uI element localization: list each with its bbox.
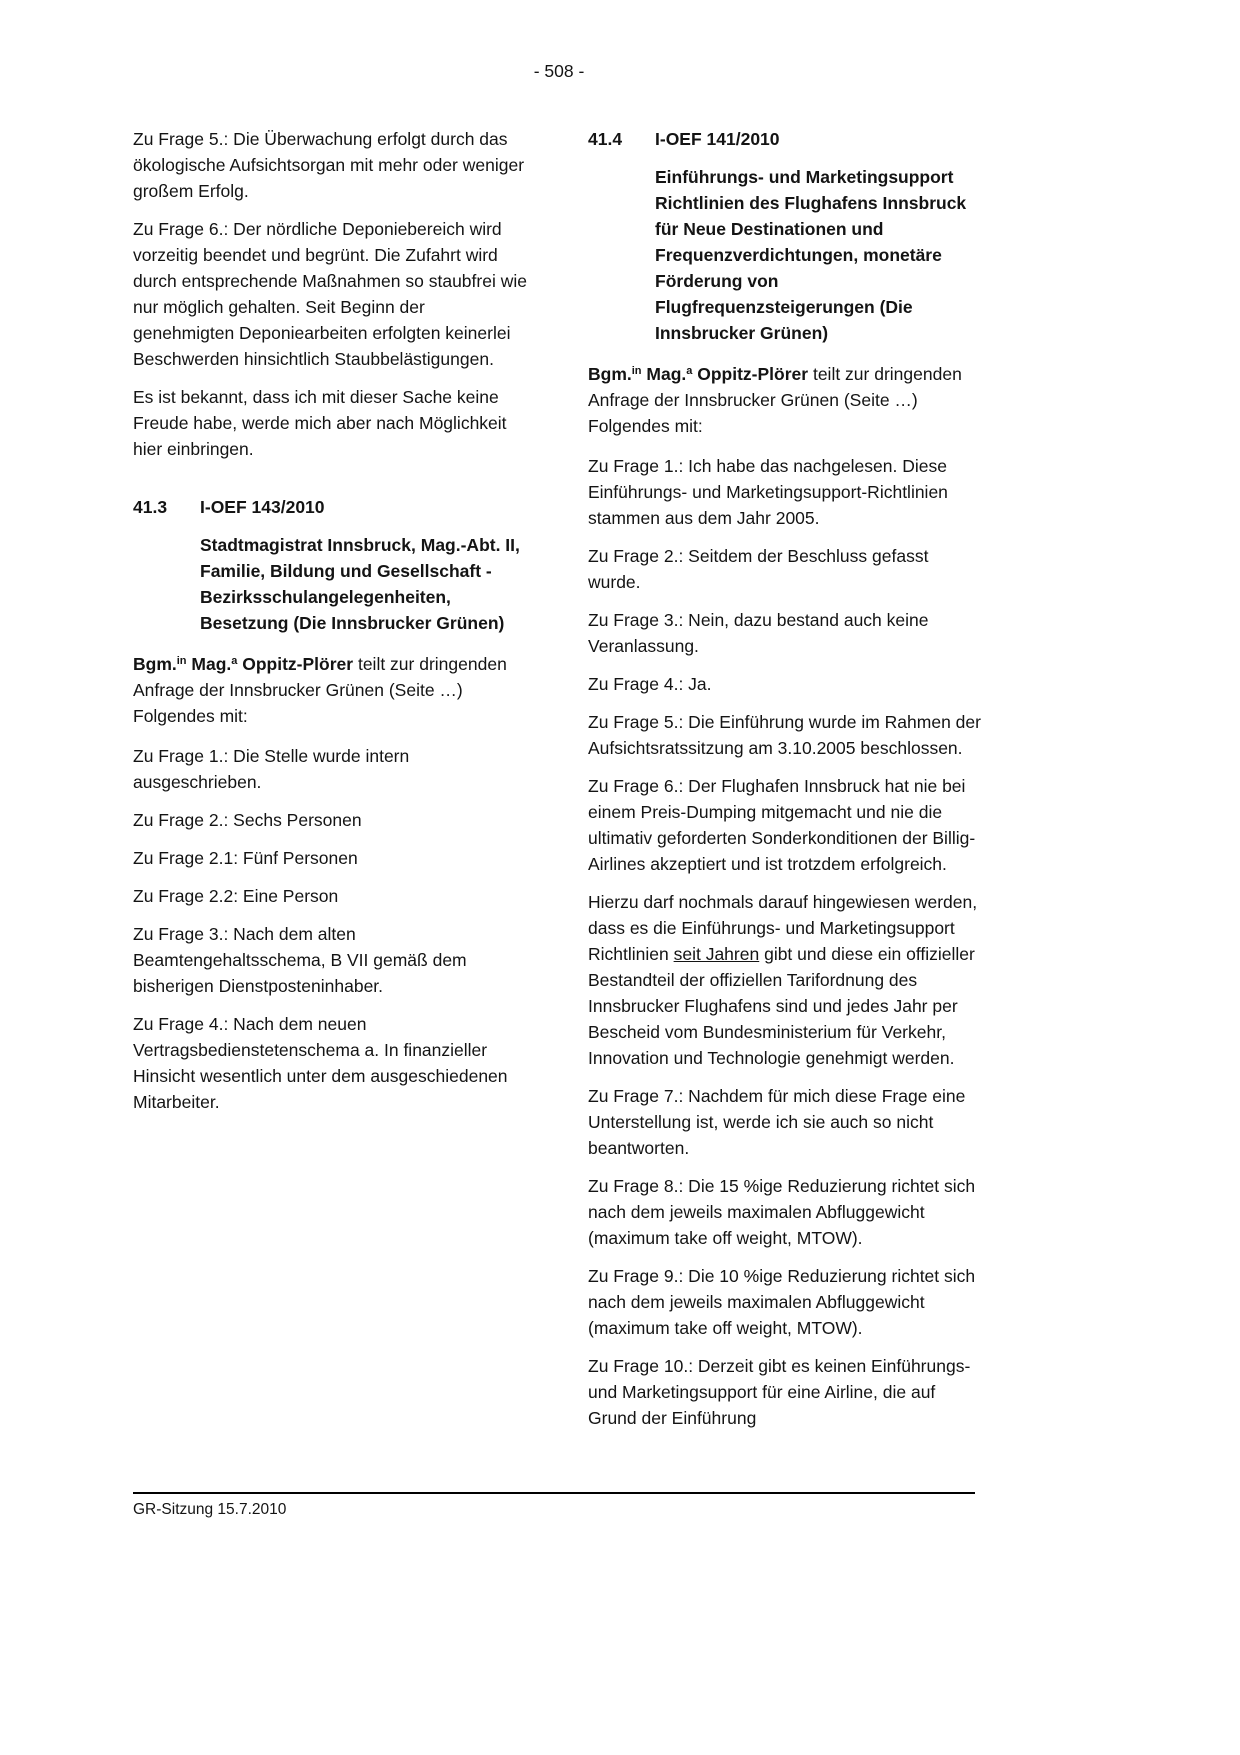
section-heading — [588, 126, 985, 152]
section-code: I-OEF 143/2010 — [200, 497, 325, 517]
answer-paragraph: Zu Frage 5.: Die Einführung wurde im Rahmen der Aufsichtsratssitzung am 3.10.2005 beschlossen. — [588, 712, 981, 758]
section-code: I-OEF 141/2010 — [655, 129, 780, 149]
answer-paragraph: Zu Frage 2.: Sechs Personen — [133, 810, 362, 830]
answer-paragraph: Zu Frage 8.: Die 15 %ige Reduzierung richtet sich nach dem jeweils maximalen Abfluggewicht (maximum take off weight, MTOW). — [588, 1176, 976, 1248]
speaker-paragraph — [133, 651, 530, 729]
answer-paragraph: Zu Frage 4.: Nach dem neuen Vertragsbedienstetenschema a. In finanzieller Hinsicht wesentlich unter dem ausgeschiedenen Mitarbeiter. — [133, 1014, 508, 1112]
answer-paragraph: Zu Frage 3.: Nach dem alten Beamtengehaltsschema, B VII gemäß dem bisherigen Dienstposteninhaber. — [133, 924, 467, 996]
section-number: 41.3 — [133, 497, 168, 517]
right-column — [588, 126, 985, 1443]
note-paragraph: Hierzu darf nochmals darauf hingewiesen werden, dass es die Einführungs- und Marketingsupport Richtlinien seit Jahren gibt und diese ein offizieller Bestandteil der offiziellen Tarifordnung des Innsbrucker Flughafens sind und jedes Jahr per Bescheid vom Bundesministerium für Verkehr, Innovation und Technologie genehmigt werden. — [588, 892, 978, 1068]
answer-paragraph: Zu Frage 4.: Ja. — [588, 674, 712, 694]
section-title: Einführungs- und Marketingsupport Richtlinien des Flughafens Innsbruck für Neue Destinationen und Frequenzverdichtungen, monetäre Förderung von Flugfrequenzsteigerungen (Die Innsbrucker Grünen) — [655, 167, 967, 343]
speaker-rest: teilt zur dringenden Anfrage der Innsbrucker Grünen (Seite …) Folgendes mit: — [133, 654, 507, 726]
answer-paragraph: Zu Frage 2.1: Fünf Personen — [133, 848, 358, 868]
intro-paragraph: Es ist bekannt, dass ich mit dieser Sache keine Freude habe, werde mich aber nach Möglichkeit hier einbringen. — [133, 387, 507, 459]
answer-paragraph: Zu Frage 1.: Die Stelle wurde intern ausgeschrieben. — [133, 746, 410, 792]
answer-paragraph: Zu Frage 7.: Nachdem für mich diese Frage eine Unterstellung ist, werde ich sie auch so nicht beantworten. — [588, 1086, 966, 1158]
two-column-layout — [133, 126, 985, 1443]
answer-paragraph: Zu Frage 1.: Ich habe das nachgelesen. Diese Einführungs- und Marketingsupport-Richtlinien stammen aus dem Jahr 2005. — [588, 456, 948, 528]
superscript: a — [231, 655, 238, 667]
answer-paragraph: Zu Frage 6.: Der Flughafen Innsbruck hat nie bei einem Preis-Dumping mitgemacht und nie die ultimativ geforderten Sonderkonditionen der Billig-Airlines akzeptiert und ist trotzdem erfolgreich. — [588, 776, 976, 874]
underlined-text: seit Jahren — [673, 944, 760, 964]
superscript: a — [686, 365, 693, 377]
footer-rule — [133, 1492, 975, 1494]
section-heading — [133, 494, 530, 520]
answer-paragraph: Zu Frage 10.: Derzeit gibt es keinen Einführungs- und Marketingsupport für eine Airline, die auf Grund der Einführung — [588, 1356, 971, 1428]
answer-paragraph: Zu Frage 2.: Seitdem der Beschluss gefasst wurde. — [588, 546, 929, 592]
answer-paragraph: Zu Frage 3.: Nein, dazu bestand auch keine Veranlassung. — [588, 610, 929, 656]
intro-paragraph: Zu Frage 5.: Die Überwachung erfolgt durch das ökologische Aufsichtsorgan mit mehr oder weniger großem Erfolg. — [133, 129, 525, 201]
answer-paragraph: Zu Frage 9.: Die 10 %ige Reduzierung richtet sich nach dem jeweils maximalen Abfluggewicht (maximum take off weight, MTOW). — [588, 1266, 976, 1338]
answer-paragraph: Zu Frage 2.2: Eine Person — [133, 886, 339, 906]
page-footer — [133, 1492, 975, 1521]
page-number: - 508 - — [533, 61, 585, 81]
intro-paragraph: Zu Frage 6.: Der nördliche Deponiebereich wird vorzeitig beendet und begrünt. Die Zufahrt wird durch entsprechende Maßnahmen so staubfrei wie nur möglich gehalten. Seit Beginn der genehmigten Deponiearbeiten erfolgten keinerlei Beschwerden hinsichtlich Staubbelästigungen. — [133, 219, 527, 369]
section-title: Stadtmagistrat Innsbruck, Mag.-Abt. II, Familie, Bildung und Gesellschaft - Bezirksschulangelegenheiten, Besetzung (Die Innsbrucker Grünen) — [200, 535, 520, 633]
speaker-paragraph — [588, 361, 985, 439]
footer-text: GR-Sitzung 15.7.2010 — [133, 1501, 287, 1518]
speaker-rest: teilt zur dringenden Anfrage der Innsbrucker Grünen (Seite …) Folgendes mit: — [588, 364, 962, 436]
speaker-name: Bgm.$^{in}$ Mag.$^a$ Oppitz-Plörer — [133, 654, 354, 674]
superscript: in — [631, 365, 642, 377]
section-number: 41.4 — [588, 129, 623, 149]
left-column — [133, 126, 530, 1127]
speaker-name: Bgm.$^{in}$ Mag.$^a$ Oppitz-Plörer — [588, 364, 809, 384]
superscript: in — [176, 655, 187, 667]
